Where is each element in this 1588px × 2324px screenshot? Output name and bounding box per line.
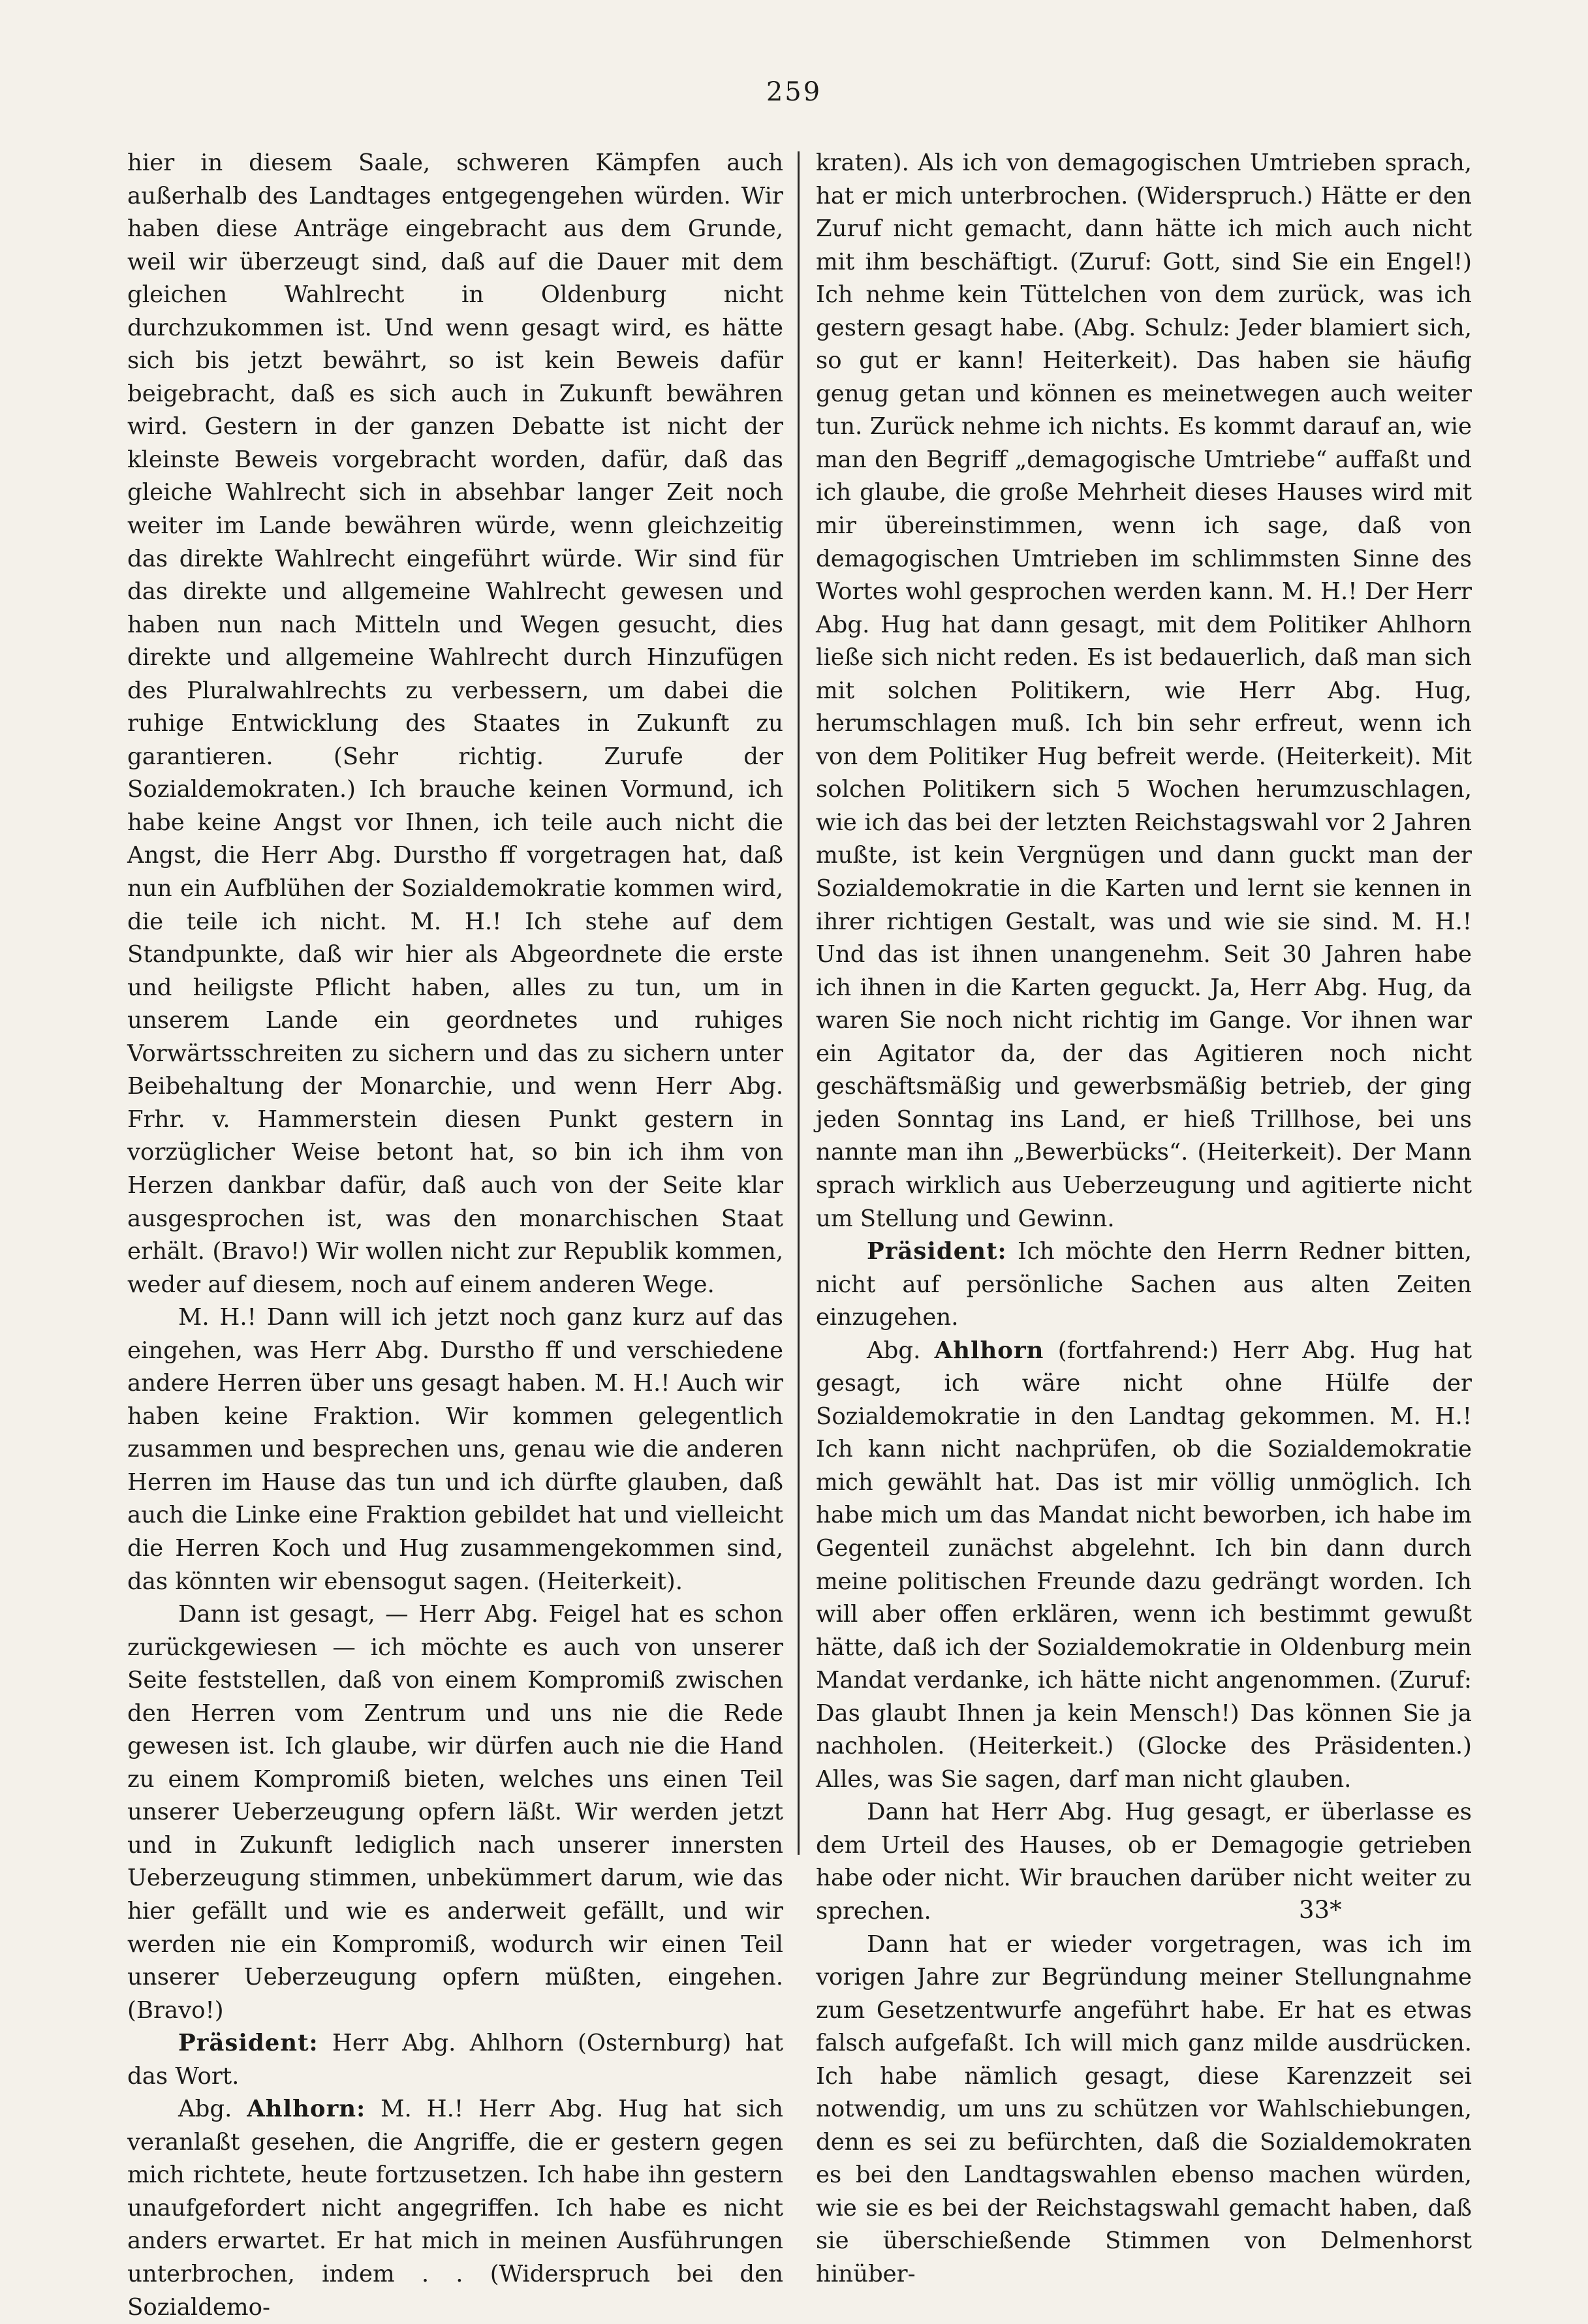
paragraph: M. H.! Dann will ich jetzt noch ganz kurz auf das eingehen, was Herr Abg. Durstho ff und verschiedene andere Herren über uns gesagt haben. M. H.! Auch wir haben keine Fraktion. Wir kommen gelegentlich zusammen und besprechen uns, genau wie die anderen Herren im Hause das tun und ich dürfte glauben, daß auch die Linke eine Fraktion gebildet hat und vielleicht die Herren Koch und Hug zusammengekommen sind, das könnten wir ebensogut sagen. (Heiterkeit). — [127, 1304, 783, 1595]
speech-text: Ich möchte den Herrn Redner bitten, nicht auf persönliche Sachen aus alten Zeiten einzugehen. — [816, 1238, 1472, 1331]
right-column — [816, 147, 1472, 2291]
speaker-label: Ahlhorn: — [247, 2096, 366, 2123]
paragraph: kraten). Als ich von demagogischen Umtrieben sprach, hat er mich unterbrochen. (Widerspruch.) Hätte er den Zuruf nicht gemacht, dann hätte ich mich auch nicht mit ihm beschäftigt. (Zuruf: Gott, sind Sie ein Engel!) Ich nehme kein Tüttelchen von dem zurück, was ich gestern gesagt habe. (Abg. Schulz: Jeder blamiert sich, so gut er kann! Heiterkeit). Das haben sie häufig genug getan und können es meinetwegen auch weiter tun. Zurück nehme ich nichts. Es kommt darauf an, wie man den Begriff „demagogische Umtriebe“ auffaßt und ich glaube, die große Mehrheit dieses Hauses wird mit mir übereinstimmen, wenn ich sage, daß von demagogischen Umtrieben im schlimmsten Sinne des Wortes wohl gesprochen werden kann. M. H.! Der Herr Abg. Hug hat dann gesagt, mit dem Politiker Ahlhorn ließe sich nicht reden. Es ist bedauerlich, daß man sich mit solchen Politikern, wie Herr Abg. Hug, herumschlagen muß. Ich bin sehr erfreut, wenn ich von dem Politiker Hug befreit werde. (Heiterkeit). Mit solchen Politikern sich 5 Wochen herumzuschlagen, wie ich das bei der letzten Reichstagswahl vor 2 Jahren mußte, ist kein Vergnügen und dann guckt man der Sozialdemokratie in die Karten und lernt sie kennen in ihrer richtigen Gestalt, was und wie sie sind. M. H.! Und das ist ihnen unangenehm. Seit 30 Jahren habe ich ihnen in die Karten geguckt. Ja, Herr Abg. Hug, da waren Sie noch nicht richtig im Gange. Vor ihnen war ein Agitator da, der das Agitieren noch nicht geschäftsmäßig und gewerbsmäßig betrieb, der ging jeden Sonntag ins Land, er hieß Trillhose, bei uns nannte man ihn „Bewerbücks“. (Heiterkeit). Der Mann sprach wirklich aus Ueberzeugung und agitierte nicht um Stellung und Gewinn. — [816, 149, 1472, 1232]
speaker-label: Ahlhorn — [934, 1337, 1044, 1364]
signature-mark: 33* — [1299, 1896, 1342, 1924]
speaker-label: Präsident: — [178, 2030, 319, 2057]
paragraph: Dann hat er wieder vorgetragen, was ich im vorigen Jahre zur Begründung meiner Stellungnahme zum Gesetzentwurfe angeführt habe. Er hat es etwas falsch aufgefaßt. Ich will mich ganz milde ausdrücken. Ich habe nämlich gesagt, diese Karenzzeit sei notwendig, um uns zu schützen vor Wahlschiebungen, denn es sei zu befürchten, daß die Sozialdemokraten es bei den Landtagswahlen ebenso machen würden, wie sie es bei der Reichstagswahl gemacht haben, daß sie überschießende Stimmen von Delmenhorst hinüber- — [816, 1930, 1472, 2287]
speaker-prefix: Abg. — [178, 2096, 247, 2123]
paragraph: hier in diesem Saale, schweren Kämpfen auch außerhalb des Landtages entgegengehen würden. Wir haben diese Anträge eingebracht aus dem Grunde, weil wir überzeugt sind, daß auf die Dauer mit dem gleichen Wahlrecht in Oldenburg nicht durchzukommen ist. Und wenn gesagt wird, es hätte sich bis jetzt bewährt, so ist kein Beweis dafür beigebracht, daß es sich auch in Zukunft bewähren wird. Gestern in der ganzen Debatte ist nicht der kleinste Beweis vorgebracht worden, dafür, daß das gleiche Wahlrecht sich in absehbar langer Zeit noch weiter im Lande bewähren würde, wenn gleichzeitig das direkte Wahlrecht eingeführt würde. Wir sind für das direkte und allgemeine Wahlrecht gewesen und haben nun nach Mitteln und Wegen gesucht, dies direkte und allgemeine Wahlrecht durch Hinzufügen des Pluralwahlrechts zu verbessern, um dabei die ruhige Entwicklung des Staates in Zukunft zu garantieren. (Sehr richtig. Zurufe der Sozialdemokraten.) Ich brauche keinen Vormund, ich habe keine Angst vor Ihnen, ich teile auch nicht die Angst, die Herr Abg. Durstho ff vorgetragen hat, daß nun ein Aufblühen der Sozialdemokratie kommen wird, die teile ich nicht. M. H.! Ich stehe auf dem Standpunkte, daß wir hier als Abgeordnete die erste und heiligste Pflicht haben, alles zu tun, um in unserem Lande ein geordnetes und ruhiges Vorwärtsschreiten zu sichern und das zu sichern unter Beibehaltung der Monarchie, und wenn Herr Abg. Frhr. v. Hammerstein diesen Punkt gestern in vorzüglicher Weise betont hat, so bin ich ihm von Herzen dankbar dafür, daß auch von der Seite klar ausgesprochen ist, was den monarchischen Staat erhält. (Bravo!) Wir wollen nicht zur Republik kommen, weder auf diesem, noch auf einem anderen Wege. — [127, 149, 783, 1298]
column-divider — [798, 151, 800, 1855]
speaker-paragraph — [816, 1235, 1472, 1335]
speech-text: Herr Abg. Ahlhorn (Osternburg) hat das Wort. — [127, 2030, 783, 2090]
paragraph: Dann ist gesagt, — Herr Abg. Feigel hat es schon zurückgewiesen — ich möchte es auch von unserer Seite feststellen, daß von einem Kompromiß zwischen den Herren vom Zentrum und uns nie die Rede gewesen ist. Ich glaube, wir dürfen auch nie die Hand zu einem Kompromiß bieten, welches uns einen Teil unserer Ueberzeugung opfern läßt. Wir werden jetzt und in Zukunft lediglich nach unserer innersten Ueberzeugung stimmen, unbekümmert darum, wie das hier gefällt und wie es anderweit gefällt, und wir werden nie ein Kompromiß, wodurch wir einen Teil unserer Ueberzeugung opfern müßten, eingehen. (Bravo!) — [127, 1601, 783, 2024]
speech-text: M. H.! Herr Abg. Hug hat sich veranlaßt gesehen, die Angriffe, die er gestern gegen mich richtete, heute fortzusetzen. Ich habe ihn gestern unaufgefordert nicht angegriffen. Ich habe es nicht anders erwartet. Er hat mich in meinen Ausführungen unterbrochen, indem . . (Widerspruch bei den Sozialdemo- — [127, 2096, 783, 2321]
speaker-paragraph — [127, 2093, 783, 2324]
page-number: 259 — [766, 77, 822, 107]
speech-text: (fortfahrend:) Herr Abg. Hug hat gesagt, ich wäre nicht ohne Hülfe der Sozialdemokratie in den Landtag gekommen. M. H.! Ich kann nicht nachprüfen, ob die Sozialdemokratie mich gewählt hat. Das ist mir völlig unmöglich. Ich habe mich um das Mandat nicht beworben, ich habe im Gegenteil zunächst abgelehnt. Ich bin dann durch meine politischen Freunde dazu gedrängt worden. Ich will aber offen erklären, wenn ich bestimmt gewußt hätte, daß ich der Sozialdemokratie in Oldenburg mein Mandat verdanke, ich hätte nicht angenommen. (Zuruf: Das glaubt Ihnen ja kein Mensch!) Das können Sie ja nachholen. (Heiterkeit.) (Glocke des Präsidenten.) Alles, was Sie sagen, darf man nicht glauben. — [816, 1337, 1472, 1793]
speaker-paragraph — [127, 2027, 783, 2093]
speaker-label: Präsident: — [867, 1238, 1007, 1265]
speaker-paragraph — [816, 1335, 1472, 1797]
speaker-prefix: Abg. — [867, 1337, 935, 1364]
paragraph: Dann hat Herr Abg. Hug gesagt, er überlasse es dem Urteil des Hauses, ob er Demagogie getrieben habe oder nicht. Wir brauchen darüber nicht weiter zu sprechen. — [816, 1799, 1472, 1925]
left-column — [127, 147, 783, 2324]
